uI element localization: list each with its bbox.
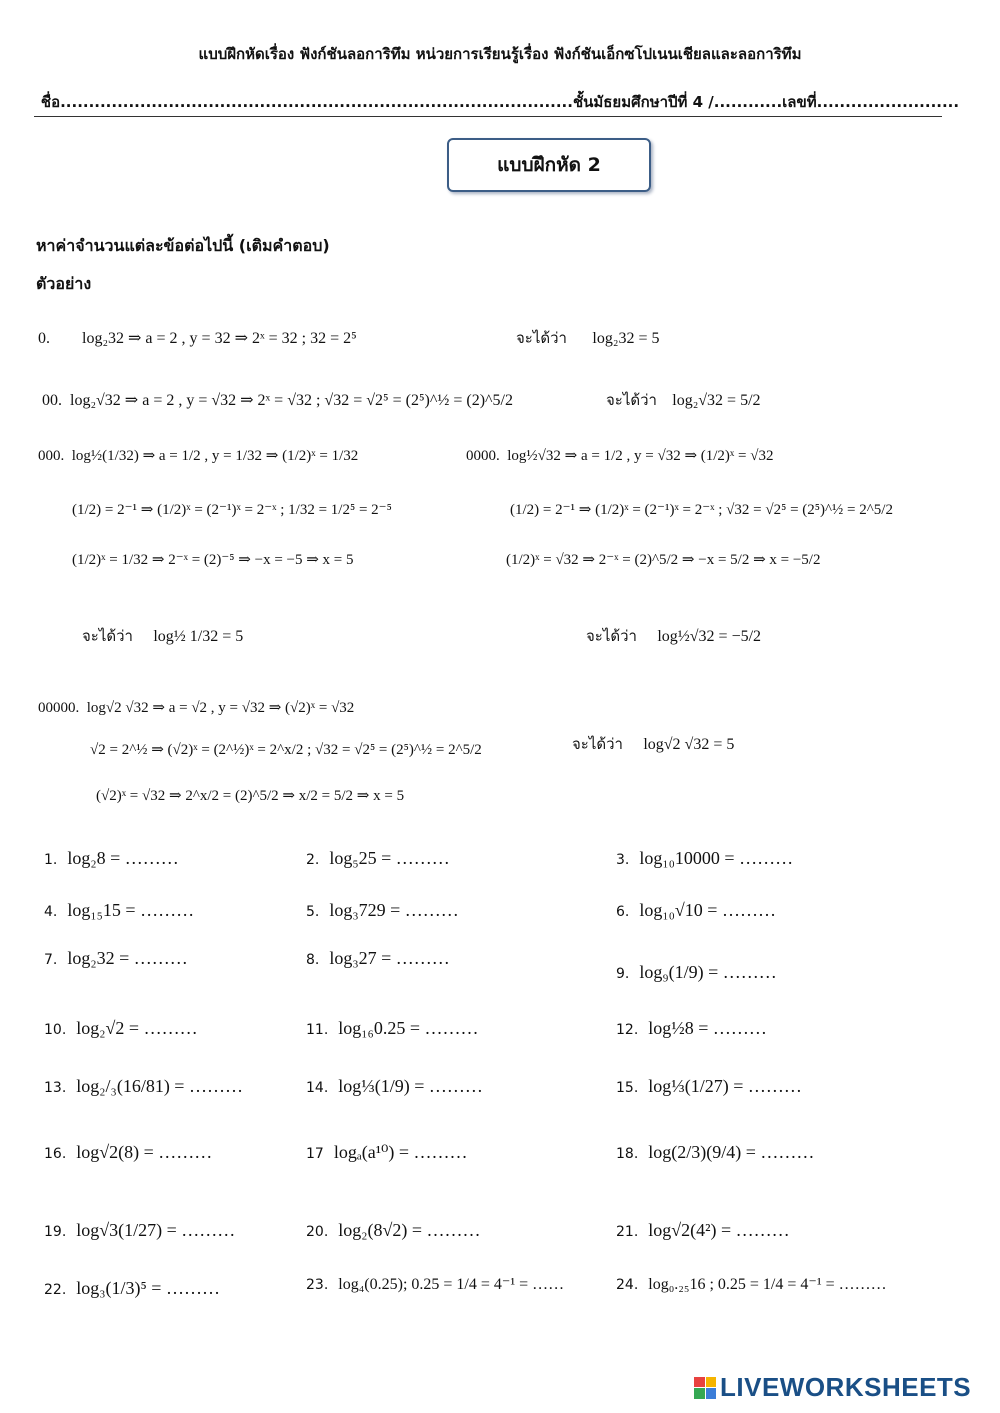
question-5: 5. log₃729 = ……… [306, 900, 459, 920]
question-9: 9. log₉(1/9) = ……… [616, 962, 777, 982]
example-result: log½√32 = −5/2 [657, 628, 762, 645]
example-0000-result [586, 624, 761, 648]
example-work: log½(1/32) ⇒ a = 1/2 , y = 1/32 ⇒ (1/2)ˣ = 1/32 [71, 448, 359, 464]
example-result: log½ 1/32 = 5 [153, 628, 244, 645]
example-0 [38, 328, 357, 348]
question-19: 19. log√3(1/27) = ……… [44, 1220, 236, 1240]
question-20: 20. log₂(8√2) = ……… [306, 1220, 481, 1240]
liveworksheets-logo[interactable] [694, 1372, 971, 1403]
example-0000-line3: (1/2)ˣ = √32 ⇒ 2⁻ˣ = (2)^5/2 ⇒ −x = 5/2 ⇒ x = −5/2 [506, 552, 821, 568]
question-18: 18. log(2/3)(9/4) = ……… [616, 1142, 815, 1162]
liveworksheets-logo-icon [694, 1377, 716, 1399]
example-00000-line3: (√2)ˣ = √32 ⇒ 2^x/2 = (2)^5/2 ⇒ x/2 = 5/2 ⇒ x = 5 [96, 788, 405, 804]
question-16: 16. log√2(8) = ……… [44, 1142, 213, 1162]
answer-blank[interactable]: log⅓(1/27) = ……… [648, 1076, 802, 1096]
example-result: log√2 √32 = 5 [643, 736, 735, 753]
instruction-text: หาค่าจำนวนแต่ละข้อต่อไปนี้ (เติมคำตอบ) [36, 236, 330, 255]
worksheet-header-line1: แบบฝึกหัดเรื่อง ฟังก์ชันลอการิทึม หน่วยการเรียนรู้เรื่อง ฟังก์ชันเอ็กซโปเนนเชียลและลอการิทึม [198, 45, 802, 63]
answer-blank[interactable]: log₀.₂₅16 ; 0.25 = 1/4 = 4⁻¹ = ……… [648, 1276, 887, 1293]
conclusion-label: จะได้ว่า [586, 627, 637, 645]
example-number: 0. [38, 330, 50, 347]
question-11: 11. log₁₆0.25 = ……… [306, 1018, 479, 1038]
question-7: 7. log₂32 = ……… [44, 948, 188, 968]
example-0000-line2: (1/2) = 2⁻¹ ⇒ (1/2)ˣ = (2⁻¹)ˣ = 2⁻ˣ ; √32 = √2⁵ = (2⁵)^½ = 2^5/2 [510, 502, 893, 518]
worksheet-header-line2: ชื่อ..........................................................................................ชั้นมัธยมศึกษาปีที่ 4 /............เลขที่......................... [40, 93, 960, 111]
example-work: log√2 √32 ⇒ a = √2 , y = √32 ⇒ (√2)ˣ = √32 [86, 700, 355, 716]
example-number: 00. [42, 392, 62, 409]
example-result: log₂√32 = 5/2 [672, 392, 761, 409]
conclusion-label: จะได้ว่า [82, 627, 133, 645]
question-23: 23. log₄(0.25); 0.25 = 1/4 = 4⁻¹ = …… [306, 1276, 565, 1293]
example-00 [42, 390, 513, 410]
example-number: 0000. [466, 448, 500, 464]
answer-blank[interactable]: logₐ(a¹⁰) = ……… [333, 1142, 468, 1162]
conclusion-label: จะได้ว่า [516, 329, 567, 347]
question-17: 17 logₐ(a¹⁰) = ……… [306, 1142, 468, 1162]
example-00000-line2: √2 = 2^½ ⇒ (√2)ˣ = (2^½)ˣ = 2^x/2 ; √32 = √2⁵ = (2⁵)^½ = 2^5/2 [90, 742, 482, 758]
answer-blank[interactable]: log√2(8) = ……… [76, 1142, 213, 1162]
exercise-title-box [447, 138, 651, 192]
example-work: log₂√32 ⇒ a = 2 , y = √32 ⇒ 2ˣ = √32 ; √32 = √2⁵ = (2⁵)^½ = (2)^5/2 [70, 392, 513, 409]
answer-blank[interactable]: log₁₆0.25 = ……… [338, 1018, 479, 1038]
question-13: 13. log₂/₃(16/81) = ……… [44, 1076, 243, 1096]
answer-blank[interactable]: log√2(4²) = ……… [648, 1220, 790, 1240]
question-21: 21. log√2(4²) = ……… [616, 1220, 790, 1240]
answer-blank[interactable]: log₃(1/3)⁵ = ……… [76, 1278, 220, 1298]
exercise-title: แบบฝึกหัด 2 [497, 154, 601, 176]
logo-text: LIVEWORKSHEETS [720, 1372, 972, 1402]
example-000-result [82, 624, 243, 648]
answer-blank[interactable]: log₂√2 = ……… [76, 1018, 198, 1038]
conclusion-label: จะได้ว่า [606, 391, 657, 409]
question-2: 2. log₅25 = ……… [306, 848, 450, 868]
example-result: log₂32 = 5 [592, 330, 660, 347]
question-4: 4. log₁₅15 = ……… [44, 900, 195, 920]
question-10: 10. log₂√2 = ……… [44, 1018, 198, 1038]
example-00000-result [572, 732, 734, 756]
answer-blank[interactable]: log₅25 = ……… [329, 848, 450, 868]
example-0000-line1 [466, 446, 773, 465]
example-number: 000. [38, 448, 65, 464]
answer-blank[interactable]: log₂(8√2) = ……… [338, 1220, 481, 1240]
example-00-result [606, 388, 761, 412]
conclusion-label: จะได้ว่า [572, 735, 623, 753]
question-22: 22. log₃(1/3)⁵ = ……… [44, 1278, 220, 1298]
example-0-result [516, 326, 659, 350]
answer-blank[interactable]: log√3(1/27) = ……… [76, 1220, 236, 1240]
question-15: 15. log⅓(1/27) = ……… [616, 1076, 802, 1096]
question-24: 24. log₀.₂₅16 ; 0.25 = 1/4 = 4⁻¹ = ……… [616, 1276, 887, 1293]
answer-blank[interactable]: log₁₅15 = ……… [67, 900, 195, 920]
answer-blank[interactable]: log₂32 = ……… [67, 948, 188, 968]
example-000-line1 [38, 446, 358, 465]
answer-blank[interactable]: log₁₀10000 = ……… [639, 848, 794, 868]
answer-blank[interactable]: log₄(0.25); 0.25 = 1/4 = 4⁻¹ = …… [338, 1276, 565, 1293]
example-000-line3: (1/2)ˣ = 1/32 ⇒ 2⁻ˣ = (2)⁻⁵ ⇒ −x = −5 ⇒ x = 5 [72, 552, 354, 568]
example-number: 00000. [38, 700, 80, 716]
answer-blank[interactable]: log½8 = ……… [648, 1018, 767, 1038]
example-work: log₂32 ⇒ a = 2 , y = 32 ⇒ 2ˣ = 32 ; 32 = 2⁵ [82, 330, 357, 347]
question-8: 8. log₃27 = ……… [306, 948, 450, 968]
answer-blank[interactable]: log₂8 = ……… [67, 848, 179, 868]
example-00000-line1 [38, 698, 354, 717]
question-1: 1. log₂8 = ……… [44, 848, 179, 868]
answer-blank[interactable]: log(2/3)(9/4) = ……… [648, 1142, 815, 1162]
header-divider [34, 116, 942, 117]
answer-blank[interactable]: log₂/₃(16/81) = ……… [76, 1076, 243, 1096]
question-12: 12. log½8 = ……… [616, 1018, 767, 1038]
example-heading: ตัวอย่าง [36, 274, 92, 293]
question-3: 3. log₁₀10000 = ……… [616, 848, 794, 868]
answer-blank[interactable]: log₉(1/9) = ……… [639, 962, 777, 982]
example-work: log½√32 ⇒ a = 1/2 , y = √32 ⇒ (1/2)ˣ = √32 [507, 448, 774, 464]
answer-blank[interactable]: log₁₀√10 = ……… [639, 900, 776, 920]
question-14: 14. log⅓(1/9) = ……… [306, 1076, 483, 1096]
question-6: 6. log₁₀√10 = ……… [616, 900, 776, 920]
answer-blank[interactable]: log₃27 = ……… [329, 948, 450, 968]
answer-blank[interactable]: log₃729 = ……… [329, 900, 459, 920]
answer-blank[interactable]: log⅓(1/9) = ……… [338, 1076, 483, 1096]
example-000-line2: (1/2) = 2⁻¹ ⇒ (1/2)ˣ = (2⁻¹)ˣ = 2⁻ˣ ; 1/32 = 1/2⁵ = 2⁻⁵ [72, 502, 392, 518]
